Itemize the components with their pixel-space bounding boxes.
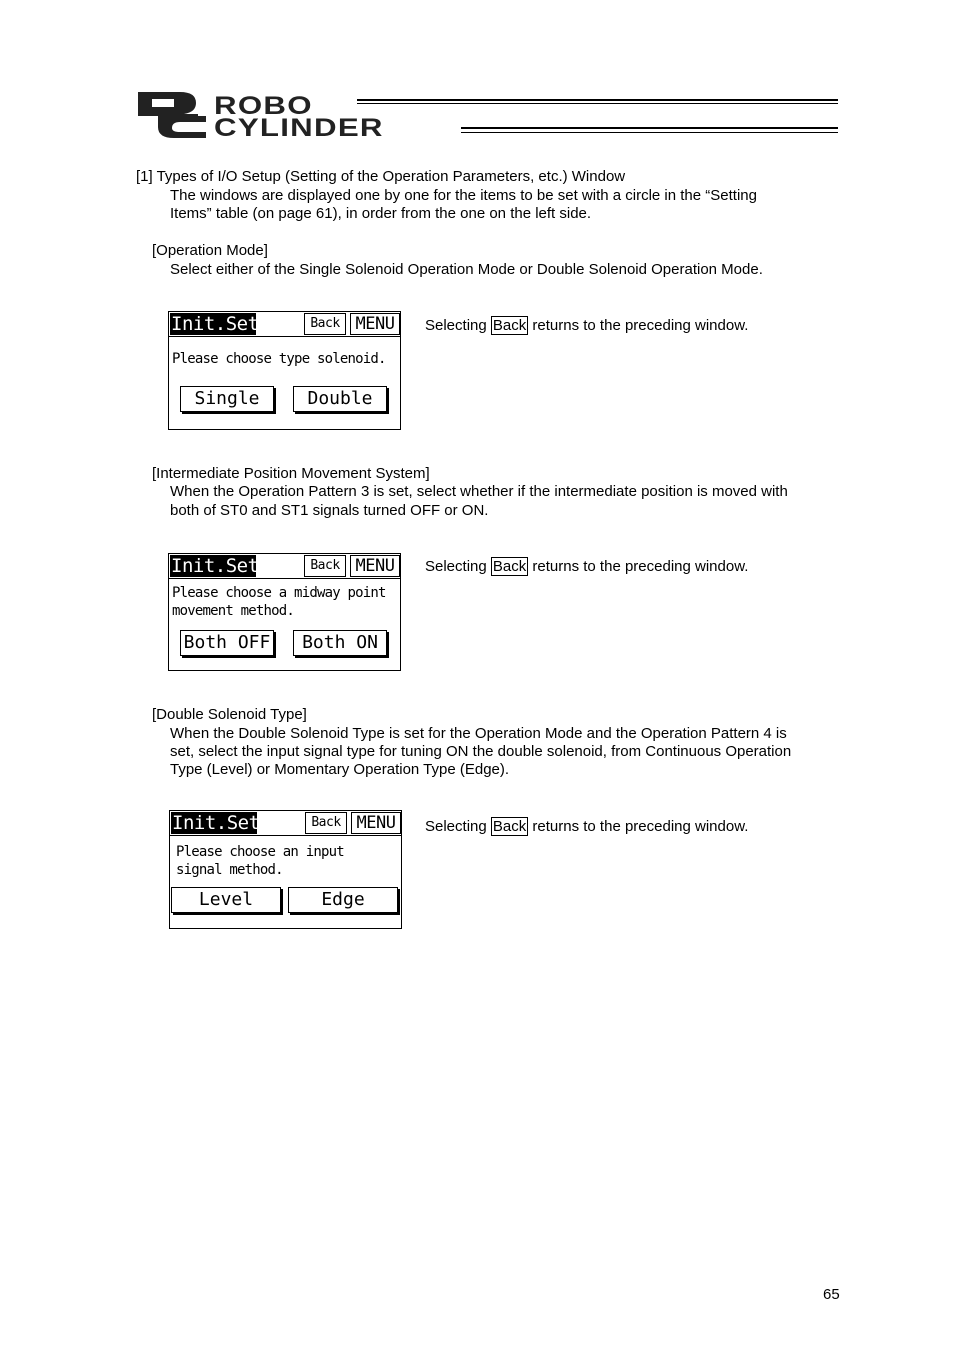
section-heading: [1] Types of I/O Setup (Setting of the Operation Parameters, etc.) Window bbox=[136, 168, 626, 185]
logo-text-robo: ROBO bbox=[214, 92, 313, 120]
level-button[interactable]: Level bbox=[171, 887, 281, 913]
back-keyword: Back bbox=[492, 818, 527, 835]
screen-message: Please choose a midway point movement method. bbox=[172, 585, 386, 619]
intro-line-1: The windows are displayed one by one for the items to be set with a circle in the “Setting bbox=[170, 187, 757, 204]
back-note-1 bbox=[425, 317, 748, 335]
both-off-button[interactable]: Both OFF bbox=[180, 630, 274, 656]
back-keyword: Back bbox=[492, 317, 527, 334]
intermediate-position-line-1: When the Operation Pattern 3 is set, select whether if the intermediate position is moved with bbox=[170, 483, 788, 500]
single-button[interactable]: Single bbox=[180, 386, 274, 412]
screen-divider bbox=[169, 336, 400, 337]
back-note-3 bbox=[425, 818, 748, 836]
operation-mode-heading: [Operation Mode] bbox=[152, 242, 268, 259]
logo-text-cylinder: CYLINDER bbox=[214, 114, 384, 142]
edge-button[interactable]: Edge bbox=[288, 887, 398, 913]
back-note-suffix: returns to the preceding window. bbox=[528, 818, 749, 835]
screen-message: Please choose type solenoid. bbox=[172, 351, 386, 367]
back-button[interactable]: Back bbox=[304, 555, 346, 577]
intermediate-position-line-2: both of ST0 and ST1 signals turned OFF or ON. bbox=[170, 502, 489, 519]
screen-divider bbox=[170, 835, 401, 836]
screen-title: Init.Set bbox=[172, 812, 260, 834]
double-solenoid-type-line-1: When the Double Solenoid Type is set for the Operation Mode and the Operation Pattern 4 is bbox=[170, 725, 787, 742]
header-rule-bottom bbox=[461, 127, 838, 129]
back-note-prefix: Selecting bbox=[425, 558, 491, 575]
intro-line-2: Items” table (on page 61), in order from the one on the left side. bbox=[170, 205, 592, 222]
header-rule-bottom-thin bbox=[461, 132, 838, 133]
back-note-2 bbox=[425, 558, 748, 576]
double-solenoid-type-line-3: Type (Level) or Momentary Operation Type (Edge). bbox=[170, 761, 510, 778]
screen-message: Please choose an input signal method. bbox=[176, 844, 344, 878]
back-keyword: Back bbox=[492, 558, 527, 575]
menu-button[interactable]: MENU bbox=[350, 555, 400, 577]
lcd-screen-operation-mode bbox=[168, 311, 401, 430]
robo-cylinder-logo bbox=[136, 90, 456, 140]
header-rule-top bbox=[357, 99, 838, 101]
rc-logo-mark-icon bbox=[136, 90, 208, 140]
back-note-suffix: returns to the preceding window. bbox=[528, 317, 749, 334]
intermediate-position-heading: [Intermediate Position Movement System] bbox=[152, 465, 430, 482]
double-solenoid-type-line-2: set, select the input signal type for tuning ON the double solenoid, from Continuous Operation bbox=[170, 743, 792, 760]
back-note-prefix: Selecting bbox=[425, 317, 491, 334]
double-button[interactable]: Double bbox=[293, 386, 387, 412]
back-button[interactable]: Back bbox=[305, 812, 347, 834]
screen-title: Init.Set bbox=[171, 555, 259, 577]
double-solenoid-type-heading: [Double Solenoid Type] bbox=[152, 706, 307, 723]
lcd-screen-double-solenoid-type bbox=[169, 810, 402, 929]
menu-button[interactable]: MENU bbox=[350, 313, 400, 335]
back-note-suffix: returns to the preceding window. bbox=[528, 558, 749, 575]
back-note-prefix: Selecting bbox=[425, 818, 491, 835]
both-on-button[interactable]: Both ON bbox=[293, 630, 387, 656]
back-button[interactable]: Back bbox=[304, 313, 346, 335]
header-rule-top-thin bbox=[357, 103, 838, 104]
screen-title: Init.Set bbox=[171, 313, 259, 335]
lcd-screen-intermediate-position bbox=[168, 553, 401, 671]
operation-mode-description: Select either of the Single Solenoid Operation Mode or Double Solenoid Operation Mode. bbox=[170, 261, 763, 278]
menu-button[interactable]: MENU bbox=[351, 812, 401, 834]
page-number: 65 bbox=[823, 1286, 840, 1303]
screen-divider bbox=[169, 578, 400, 579]
